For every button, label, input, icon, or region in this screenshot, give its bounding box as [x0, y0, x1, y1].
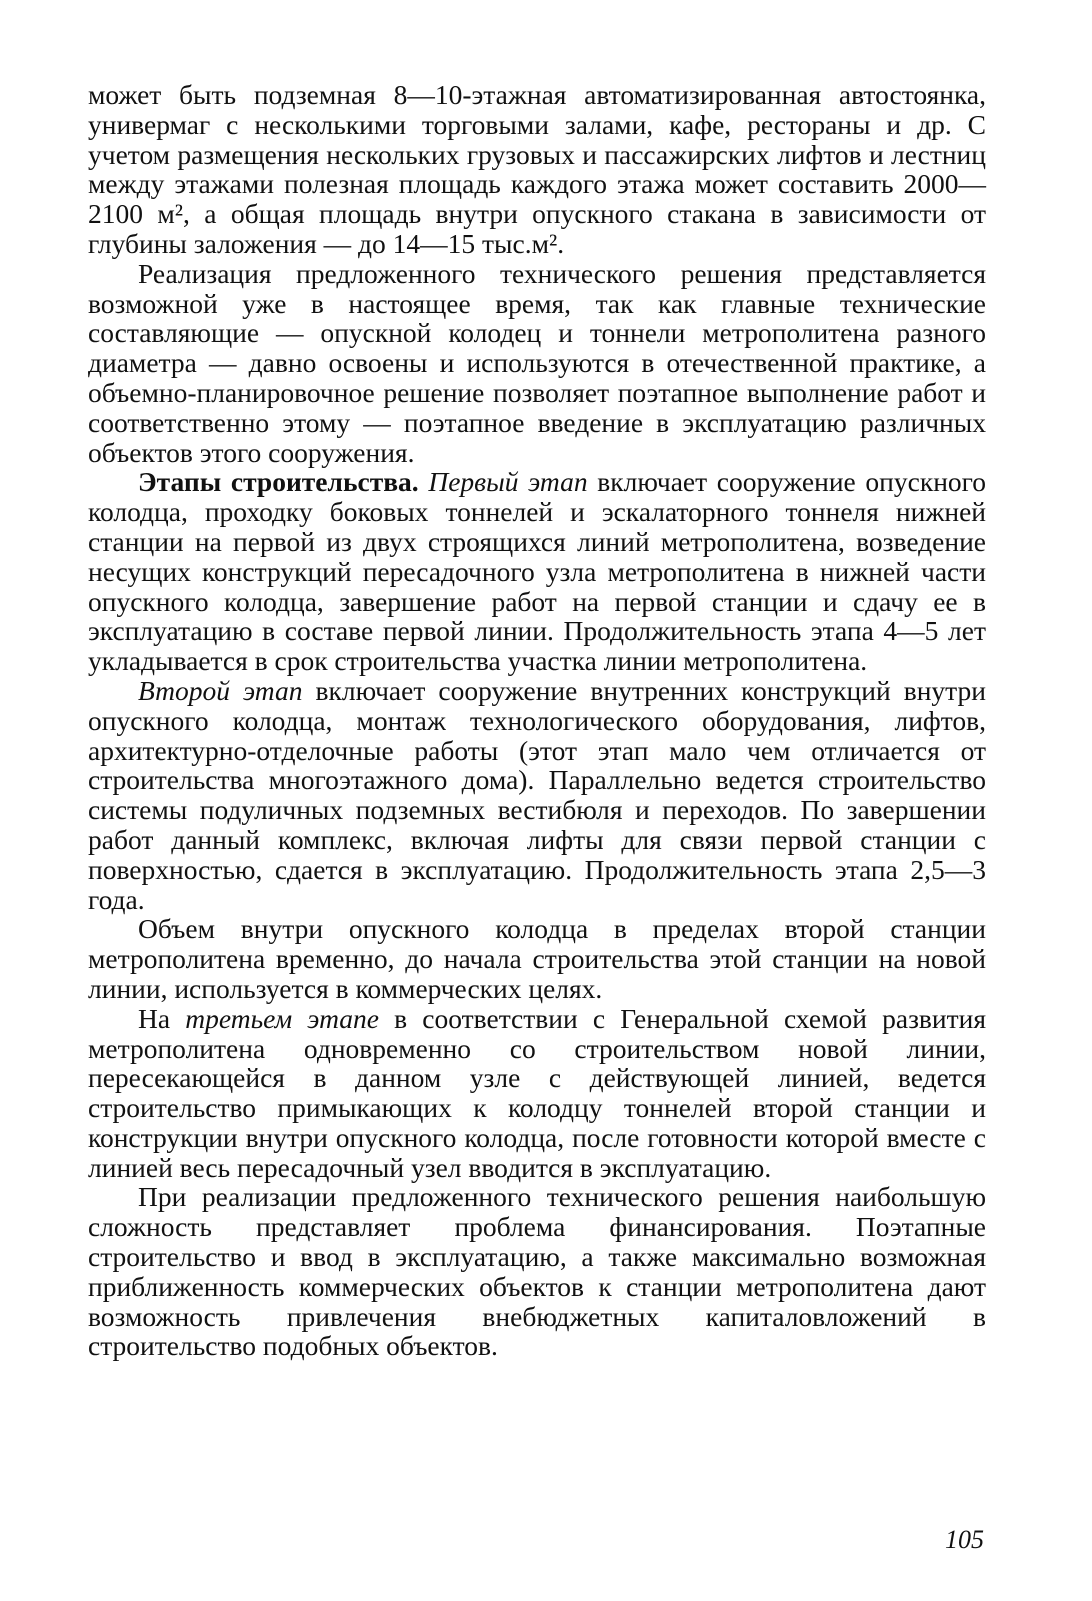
paragraph-4 — [88, 676, 986, 914]
paragraph-2 — [88, 259, 986, 468]
paragraph-7-text: При реализации предложенного технического решения наибольшую сложность представляет проблема финансирования. Поэтапные строительство и ввод в эксплуатацию, а также максимально возможная приближенность коммерческих объектов к станции метрополитена дают возможность привлечения внебюджетных капиталовложений в строительство подобных объектов. — [88, 1181, 986, 1362]
paragraph-6 — [88, 1004, 986, 1183]
paragraph-6-lead: На — [138, 1002, 171, 1034]
third-stage-emphasis: третьем этапе — [185, 1002, 379, 1034]
paragraph-4-text: включает сооружение внутренних конструкций внутри опускного колодца, монтаж технологического оборудования, лифтов, архитектурно-отделочные работы (этот этап мало чем отличается от строительства многоэтажного дома). Параллельно ведется строительство системы подуличных подземных вестибюля и переходов. По завершении работ данный комплекс, включая лифты для связи первой станции с поверхностью, сдается в эксплуатацию. Продолжительность этапа 2,5—3 года. — [88, 674, 986, 915]
paragraph-3 — [88, 467, 986, 676]
first-stage-emphasis: Первый этап — [428, 466, 588, 498]
paragraph-5-text: Объем внутри опускного колодца в пределах второй станции метрополитена временно, до начала строительства этой станции на новой линии, используется в коммерческих целях. — [88, 913, 986, 1004]
paragraph-7 — [88, 1182, 986, 1361]
page-number: 105 — [945, 1525, 984, 1554]
paragraph-6-text: в соответствии с Генеральной схемой развития метрополитена одновременно со строительством новой линии, пересекающейся в данном узле с действующей линией, ведется строительство примыкающих к колодцу тоннелей второй станции и конструкции внутри опускного колодца, после готовности которой вместе с линией весь пересадочный узел вводится в эксплуатацию. — [88, 1002, 987, 1183]
paragraph-2-text: Реализация предложенного технического решения представляется возможной уже в настоящее время, так как главные технические составляющие — опускной колодец и тоннели метрополитена разного диаметра — давно освоены и используются в отечественной практике, а объемно-планировочное решение позволяет поэтапное выполнение работ и соответственно этому — поэтапное введение в эксплуатацию различных объектов этого сооружения. — [88, 257, 986, 468]
page-body — [88, 80, 986, 1361]
paragraph-1 — [88, 80, 986, 259]
paragraph-3-text: включает сооружение опускного колодца, проходку боковых тоннелей и эскалаторного тоннеля нижней станции на первой из двух строящихся линий метрополитена, возведение несущих конструкций пересадочного узла метрополитена в нижней части опускного колодца, завершение работ на первой станции и сдачу ее в эксплуатацию в составе первой линии. Продолжительность этапа 4—5 лет укладывается в срок строительства участка линии метрополитена. — [88, 466, 987, 677]
second-stage-emphasis: Второй этап — [138, 674, 303, 706]
paragraph-1-text: может быть подземная 8—10-этажная автоматизированная автостоянка, универмаг с несколькими торговыми залами, кафе, рестораны и др. С учетом размещения нескольких грузовых и пассажирских лифтов и лестниц между этажами полезная площадь каждого этажа может составить 2000—2100 м², а общая площадь внутри опускного стакана в зависимости от глубины заложения — до 14—15 тыс.м². — [88, 79, 986, 259]
paragraph-5 — [88, 914, 986, 1003]
run-in-heading: Этапы строительства. — [138, 466, 419, 498]
